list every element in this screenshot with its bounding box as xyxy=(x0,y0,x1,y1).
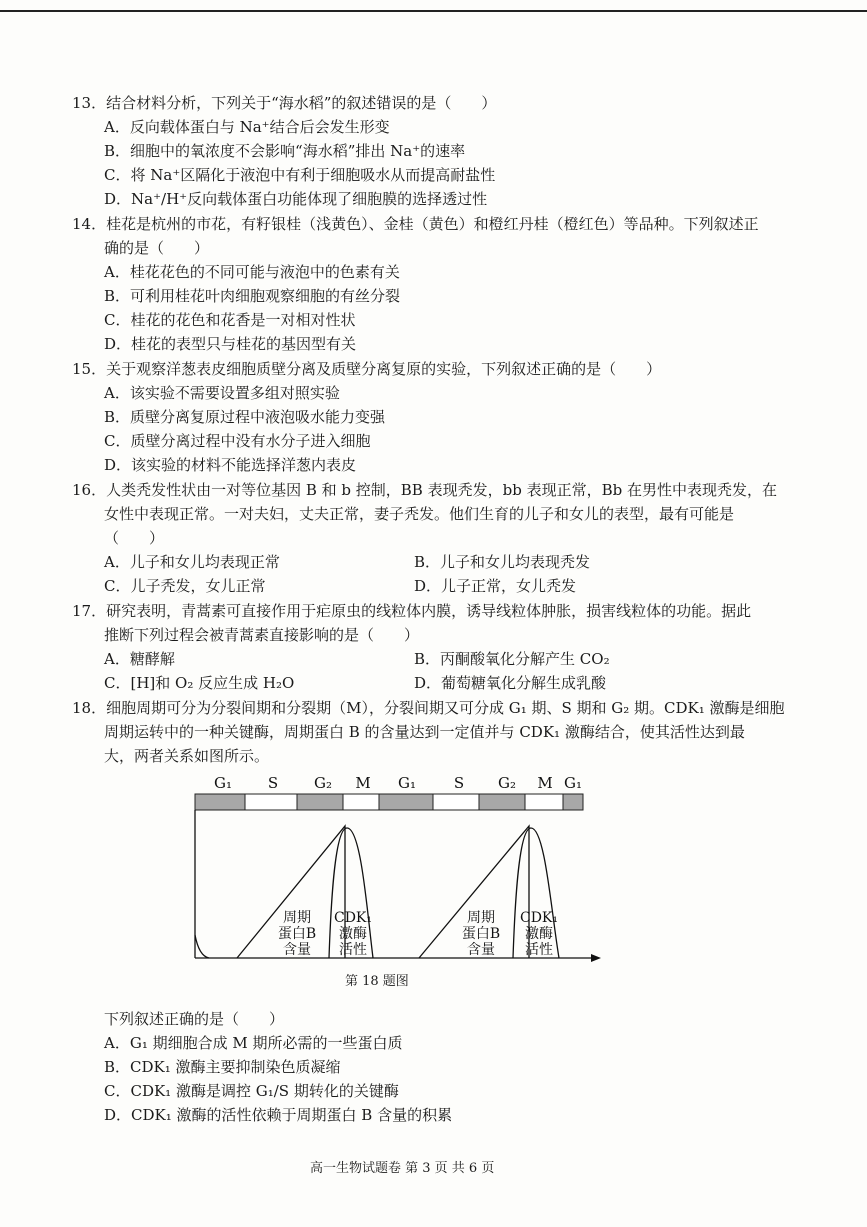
option-row xyxy=(72,574,792,598)
option-d: D．桂花的表型只与桂花的基因型有关 xyxy=(104,335,357,353)
option-b: B．质壁分离复原过程中液泡吸水能力变强 xyxy=(104,408,386,426)
curve-label: 蛋白B xyxy=(277,926,317,942)
phase-label: G₂ xyxy=(498,774,516,792)
curve-label: 周期 xyxy=(467,910,495,926)
curve-label: 周期 xyxy=(283,910,311,926)
phase-segment-m xyxy=(343,794,379,810)
curve-label: CDK₁ xyxy=(519,910,559,926)
page-footer: 高一生物试题卷 第 3 页 共 6 页 xyxy=(310,1161,495,1176)
option-c: C．质壁分离过程中没有水分子进入细胞 xyxy=(104,432,371,450)
cell-cycle-figure xyxy=(185,770,605,965)
phase-segment-g2 xyxy=(297,794,343,810)
x-axis-arrow xyxy=(591,954,601,962)
curve-label: 蛋白B xyxy=(461,926,501,942)
question-stem-cont: 周期运转中的一种关键酶，周期蛋白 B 的含量达到一定值并与 CDK₁ 激酶结合，使其活性达到最 xyxy=(104,723,745,741)
option-a: A．反向载体蛋白与 Na⁺结合后会发生形变 xyxy=(104,118,390,136)
phase-segment-s xyxy=(433,794,479,810)
phase-label: G₁ xyxy=(398,774,416,792)
question-stem: 13．结合材料分析，下列关于“海水稻”的叙述错误的是（ ） xyxy=(72,94,497,112)
curve-label: 含量 xyxy=(283,942,311,958)
question-stem: 18．细胞周期可分为分裂间期和分裂期（M），分裂间期又可分成 G₁ 期、S 期和 G₂ 期。CDK₁ 激酶是细胞 xyxy=(72,699,785,717)
question-16 xyxy=(72,478,792,598)
phase-segment-g1 xyxy=(563,794,583,810)
option-d: D．该实验的材料不能选择洋葱内表皮 xyxy=(104,456,357,474)
phase-label: S xyxy=(267,774,279,792)
option-c: C．将 Na⁺区隔化于液泡中有利于细胞吸水从而提高耐盐性 xyxy=(104,166,496,184)
option-row xyxy=(72,671,792,695)
question-18 xyxy=(72,696,792,768)
question-18-options xyxy=(72,1007,792,1127)
phase-segment-g1 xyxy=(195,794,245,810)
option-b: B．细胞中的氧浓度不会影响“海水稻”排出 Na⁺的速率 xyxy=(104,142,466,160)
option-b: B．丙酮酸氧化分解产生 CO₂ xyxy=(414,650,610,668)
option-a: A．G₁ 期细胞合成 M 期所必需的一些蛋白质 xyxy=(104,1034,403,1052)
question-stem: 17．研究表明，青蒿素可直接作用于疟原虫的线粒体内膜，诱导线粒体肿胀，损害线粒体的功能。据此 xyxy=(72,602,752,620)
question-13 xyxy=(72,91,792,211)
question-stem-cont: 推断下列过程会被青蒿素直接影响的是（ ） xyxy=(104,626,420,644)
option-a: A．该实验不需要设置多组对照实验 xyxy=(104,384,340,402)
option-b: B．儿子和女儿均表现秃发 xyxy=(414,553,591,571)
phase-bar xyxy=(195,794,583,810)
question-stem-cont: 确的是（ ） xyxy=(104,239,210,257)
cyclin-b-curve-1 xyxy=(195,826,345,958)
phase-label: G₂ xyxy=(314,774,332,792)
phase-label: S xyxy=(453,774,465,792)
option-c: C．儿子秃发，女儿正常 xyxy=(104,577,266,595)
phase-label: M xyxy=(537,774,553,792)
phase-segment-g2 xyxy=(479,794,525,810)
phase-segment-s xyxy=(245,794,297,810)
option-a: A．儿子和女儿均表现正常 xyxy=(104,553,280,571)
option-b: B．CDK₁ 激酶主要抑制染色质凝缩 xyxy=(104,1058,341,1076)
option-d: D．葡萄糖氧化分解生成乳酸 xyxy=(414,674,607,692)
page-top-border xyxy=(0,10,867,12)
question-stem-cont: （ ） xyxy=(104,529,165,547)
curve-label: 含量 xyxy=(467,942,495,958)
option-d: D．CDK₁ 激酶的活性依赖于周期蛋白 B 含量的积累 xyxy=(104,1106,453,1124)
option-d: D．Na⁺/H⁺反向载体蛋白功能体现了细胞膜的选择透过性 xyxy=(104,190,488,208)
option-row xyxy=(72,647,792,671)
question-prompt: 下列叙述正确的是（ ） xyxy=(104,1010,285,1028)
phase-label: G₁ xyxy=(564,774,582,792)
question-14 xyxy=(72,212,792,356)
figure-caption: 第 18 题图 xyxy=(345,974,409,989)
curve-label: 激酶 xyxy=(339,926,367,942)
option-c: C．[H]和 O₂ 反应生成 H₂O xyxy=(104,674,295,692)
question-stem: 16．人类秃发性状由一对等位基因 B 和 b 控制，BB 表现秃发，bb 表现正常，Bb 在男性中表现秃发，在 xyxy=(72,481,777,499)
curve-label: 活性 xyxy=(525,942,553,958)
curve-label: 激酶 xyxy=(525,926,553,942)
question-stem: 14．桂花是杭州的市花，有籽银桂（浅黄色）、金桂（黄色）和橙红丹桂（橙红色）等品种。下列叙述正 xyxy=(72,215,759,233)
option-c: C．桂花的花色和花香是一对相对性状 xyxy=(104,311,356,329)
curve-label: 活性 xyxy=(339,942,367,958)
question-stem-cont: 女性中表现正常。一对夫妇，丈夫正常，妻子秃发。他们生育的儿子和女儿的表型，最有可能是 xyxy=(104,505,735,523)
option-a: A．糖酵解 xyxy=(104,650,175,668)
question-stem-cont: 大，两者关系如图所示。 xyxy=(104,747,270,765)
phase-label: M xyxy=(355,774,371,792)
option-c: C．CDK₁ 激酶是调控 G₁/S 期转化的关键酶 xyxy=(104,1082,399,1100)
option-row xyxy=(72,550,792,574)
option-a: A．桂花花色的不同可能与液泡中的色素有关 xyxy=(104,263,400,281)
option-b: B．可利用桂花叶肉细胞观察细胞的有丝分裂 xyxy=(104,287,401,305)
phase-label: G₁ xyxy=(214,774,232,792)
question-15 xyxy=(72,357,792,477)
phase-segment-g1 xyxy=(379,794,433,810)
curve-label: CDK₁ xyxy=(333,910,373,926)
phase-segment-m xyxy=(525,794,563,810)
question-17 xyxy=(72,599,792,695)
question-stem: 15．关于观察洋葱表皮细胞质壁分离及质壁分离复原的实验，下列叙述正确的是（ ） xyxy=(72,360,662,378)
option-d: D．儿子正常，女儿秃发 xyxy=(414,577,577,595)
